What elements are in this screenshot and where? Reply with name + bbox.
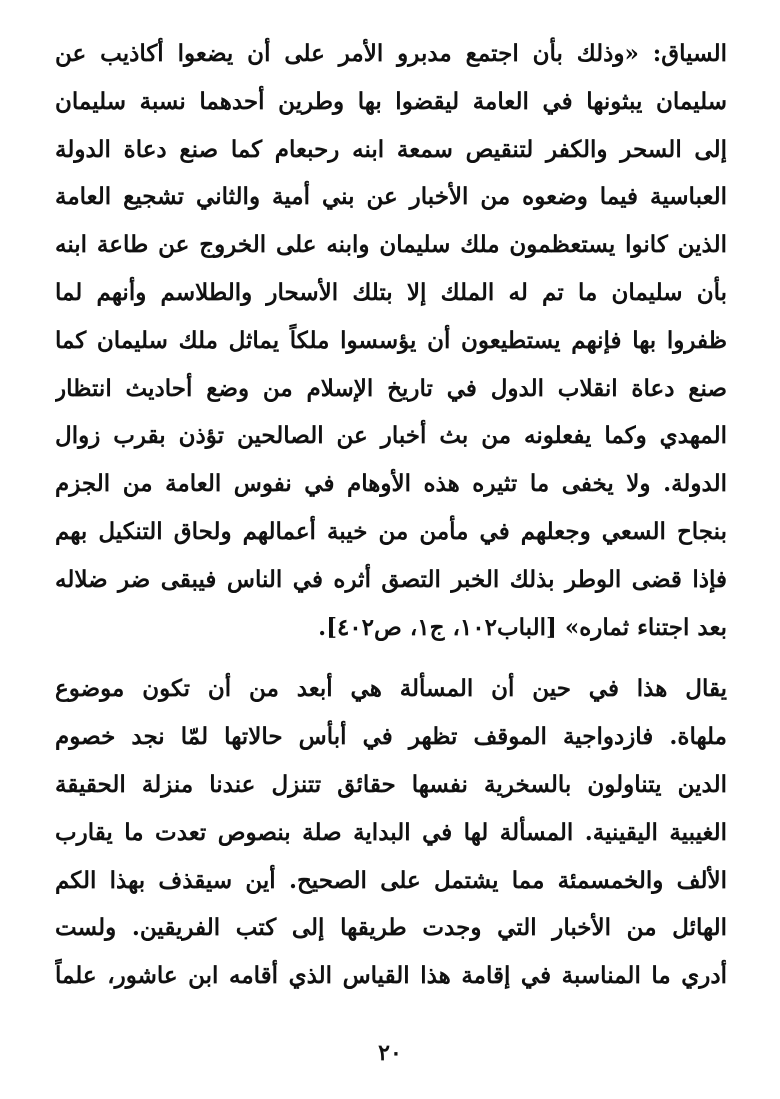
text-line: الدين يتناولون بالسخرية نفسها حقائق تتنزل عندنا منزلة الحقيقة <box>55 770 727 798</box>
text-line: السياق: «وذلك بأن اجتمع مدبرو الأمر على أن يضعوا أكاذيب عن <box>55 40 727 67</box>
text-line: يقال هذا في حين أن المسألة هي أبعد من أن تكون موضوع <box>55 675 727 703</box>
page-number: ٢٠ <box>378 1040 402 1066</box>
text-line: ظفروا بها فإنهم يستطيعون أن يؤسسوا ملكاً يماثل ملك سليمان كما <box>55 326 727 354</box>
text-line: ملهاة. فازدواجية الموقف تظهر في أبأس حالاتها لمّا نجد خصوم <box>55 723 727 751</box>
text-line: الدولة. ولا يخفى ما تثيره هذه الأوهام في نفوس العامة من الجزم <box>55 470 727 498</box>
text-line: سليمان يبثونها في العامة ليقضوا بها وطرين أحدهما نسبة سليمان <box>55 87 727 115</box>
text-line: المهدي وكما يفعلونه من بث أخبار عن الصالحين تؤذن بقرب زوال <box>55 422 727 450</box>
text-line: إلى السحر والكفر لتنقيص سمعة ابنه رحبعام كما صنع دعاة الدولة <box>55 135 727 163</box>
text-line: الهائل من الأخبار التي وجدت طريقها إلى كتب الفريقين. ولست <box>55 914 727 942</box>
text-line: الذين كانوا يستعظمون ملك سليمان وابنه على الخروج عن طاعة ابنه <box>55 231 727 259</box>
text-line: فإذا قضى الوطر بذلك الخبر التصق أثره في الناس فيبقى ضر ضلاله <box>55 565 727 593</box>
body-paragraph <box>55 665 727 1000</box>
text-line: صنع دعاة انقلاب الدول في تاريخ الإسلام من وضع أحاديث انتظار <box>55 374 727 402</box>
paragraph-gap <box>55 651 727 665</box>
text-line: العباسية فيما وضعوه من الأخبار عن بني أمية والثاني تشجيع العامة <box>55 183 727 211</box>
quote-paragraph <box>55 30 727 651</box>
text-line: الغيبية اليقينية. المسألة لها في البداية صلة بنصوص تعدت ما يقارب <box>55 818 727 846</box>
text-line: بأن سليمان ما تم له الملك إلا بتلك الأسحار والطلاسم وأنهم لما <box>55 278 727 306</box>
text-line: بعد اجتناء ثماره» [الباب١٠٢، ج١، ص٤٠٢]. <box>318 613 727 641</box>
text-line: بنجاح السعي وجعلهم في مأمن من خيبة أعمالهم ولحاق التنكيل بهم <box>55 517 727 545</box>
text-line: أدري ما المناسبة في إقامة هذا القياس الذي أقامه ابن عاشور، علماً <box>55 962 727 990</box>
document-page <box>55 30 727 1000</box>
text-line: الألف والخمسمئة مما يشتمل على الصحيح. أين سيقذف بهذا الكم <box>55 866 727 894</box>
